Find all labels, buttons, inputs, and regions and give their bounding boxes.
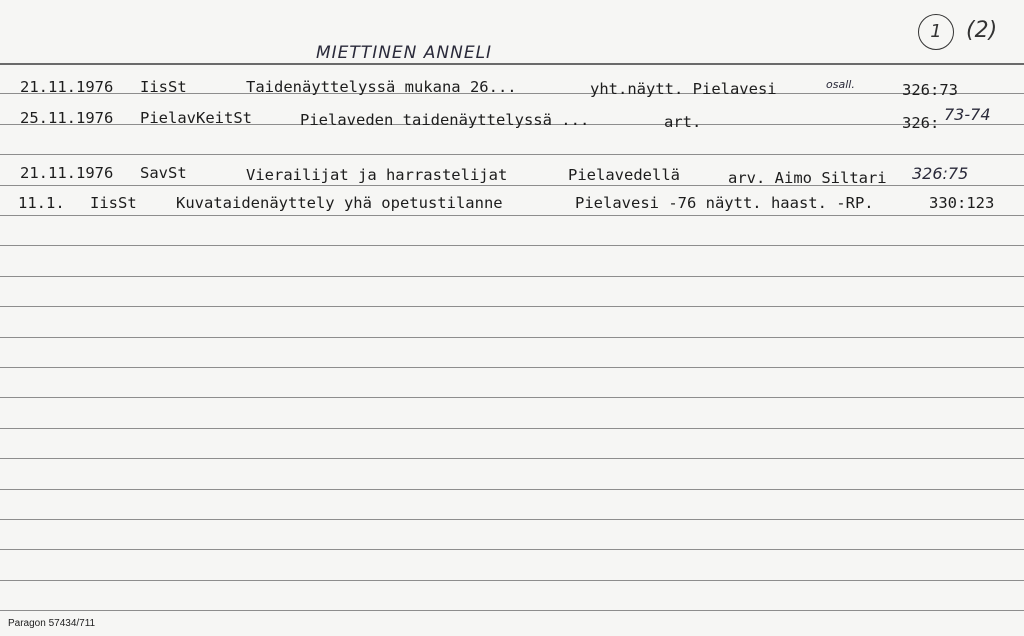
entry-title: Vierailijat ja harrastelijat <box>246 166 508 184</box>
entry-source: IisSt <box>90 194 137 212</box>
entry-date: 25.11.1976 <box>20 109 114 127</box>
header-name: MIETTINEN ANNELI <box>316 43 493 63</box>
ruled-line <box>0 306 1024 307</box>
ruled-line <box>0 458 1024 459</box>
ruled-line <box>0 428 1024 429</box>
entry-note: yht.näytt. Pielavesi <box>590 80 777 98</box>
entry-ref-prefix: 326: <box>902 114 940 132</box>
entry-ref-hand: 73-74 <box>944 105 991 124</box>
card-footer: Paragon 57434/711 <box>8 618 96 629</box>
card-number-circled: 1 <box>918 14 954 50</box>
ruled-line <box>0 580 1024 581</box>
entry-note: art. <box>664 113 702 131</box>
header-rule <box>0 63 1024 65</box>
ruled-line <box>0 215 1024 216</box>
ruled-line <box>0 276 1024 277</box>
ruled-line <box>0 154 1024 155</box>
entry-date: 21.11.1976 <box>20 78 114 96</box>
entry-date: 11.1. <box>18 194 65 212</box>
entry-date: 21.11.1976 <box>20 164 114 182</box>
entry-ref: 326:73 <box>902 81 958 99</box>
entry-title: Taidenäyttelyssä mukana 26... <box>246 78 517 96</box>
entry-source: SavSt <box>140 164 187 182</box>
entry-ref: 330:123 <box>929 194 995 212</box>
entry-source: PielavKeitSt <box>140 109 252 127</box>
entry-note: Pielavesi -76 näytt. haast. -RP. <box>575 194 874 212</box>
ruled-line <box>0 397 1024 398</box>
entry-hand-note: osall. <box>826 78 855 91</box>
entry-source: IisSt <box>140 78 187 96</box>
entry-title: Pielaveden taidenäyttelyssä ... <box>300 111 590 129</box>
ruled-line <box>0 367 1024 368</box>
ruled-line <box>0 337 1024 338</box>
entry-ref-hand: 326:75 <box>912 164 969 183</box>
entry-note-2: arv. Aimo Siltari <box>728 169 887 187</box>
ruled-line <box>0 549 1024 550</box>
ruled-line <box>0 245 1024 246</box>
card-number-paren: (2) <box>966 18 998 43</box>
entry-title: Kuvataidenäyttely yhä opetustilanne <box>176 194 503 212</box>
ruled-line <box>0 489 1024 490</box>
entry-note: Pielavedellä <box>568 166 680 184</box>
ruled-line <box>0 610 1024 611</box>
ruled-line <box>0 519 1024 520</box>
